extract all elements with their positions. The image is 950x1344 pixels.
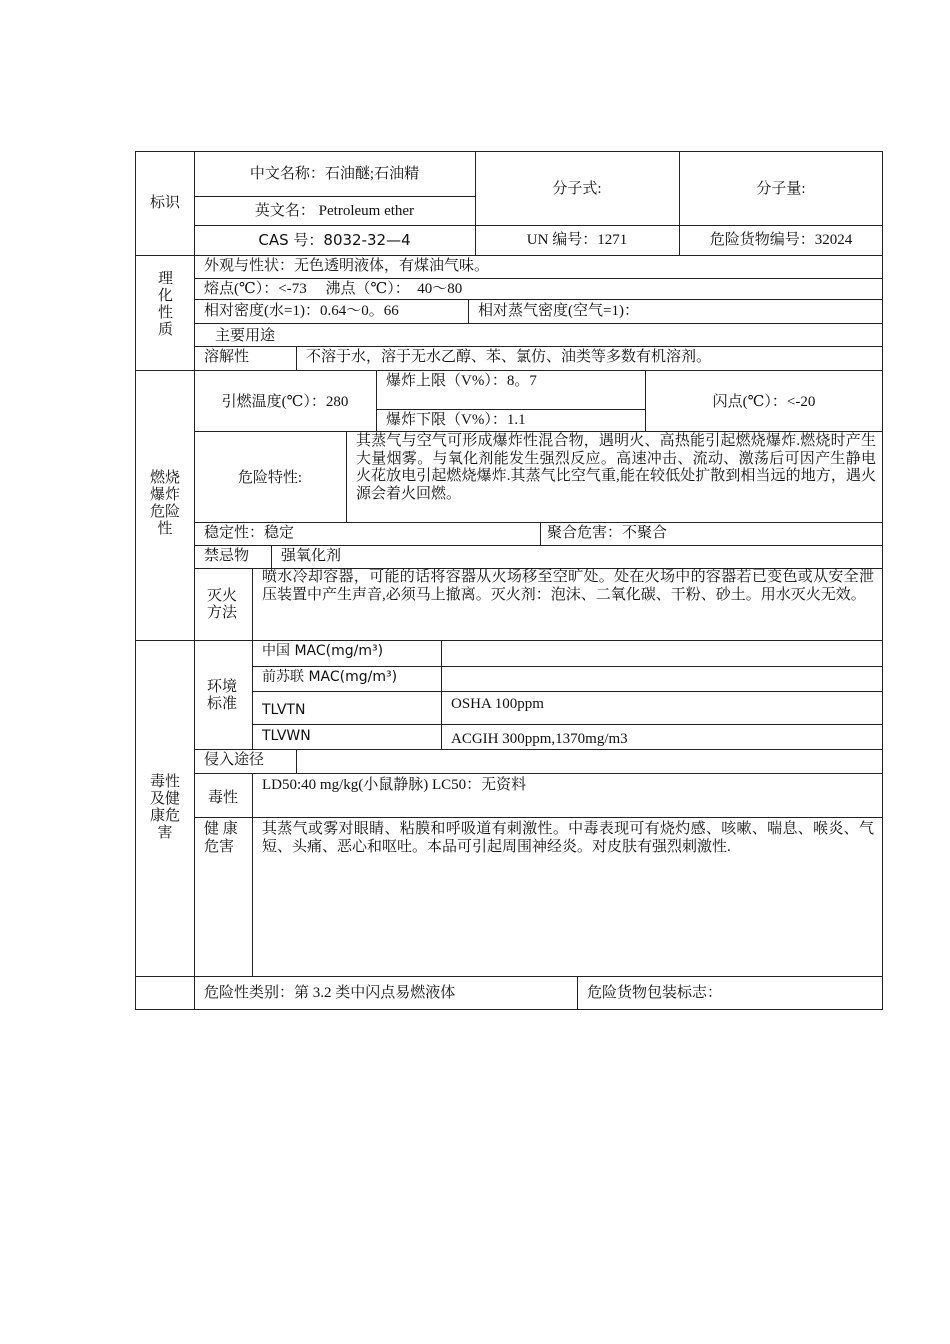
tlvtn-label: TLVTN <box>262 702 306 718</box>
incompatible-label: 禁忌物 <box>204 548 250 564</box>
molecular-weight: 分子量: <box>756 181 806 197</box>
solubility-value: 不溶于水，溶于无水乙醇、苯、氯仿、油类等多数有机溶剂。 <box>306 349 712 365</box>
toxicity-label: 毒性 <box>207 790 238 806</box>
ignition-temperature: 引燃温度(℃）：280 <box>221 394 349 410</box>
toxicity-value: LD50:40 mg/kg(小鼠静脉) LC50：无资料 <box>262 777 527 793</box>
route-of-entry-label: 侵入途径 <box>204 752 265 768</box>
flash-point: 闪点(℃）：<-20 <box>712 394 816 410</box>
main-use-label: 主要用途 <box>214 328 275 344</box>
polymerization-hazard: 聚合危害：不聚合 <box>547 525 668 541</box>
section-label-physchem <box>135 271 195 339</box>
melting-boiling-point: 熔点(℃）：<-73 沸点（℃）： 40～80 <box>204 281 463 297</box>
section-label-health-text: 毒性及健康危害 <box>150 774 181 841</box>
vapor-density: 相对蒸气密度(空气=1)： <box>478 303 639 319</box>
stability: 稳定性：稳定 <box>204 525 295 541</box>
extinguishing-text: 喷水冷却容器，可能的话将容器从火场移至空旷处。处在火场中的容器若已变色或从安全泄压装置中产生声音,必须马上撤离。灭火剂：泡沫、二氧化碳、干粉、砂土。用水灭火无效。 <box>262 569 874 603</box>
extinguishing-label <box>194 588 252 622</box>
package-mark: 危险货物包装标志： <box>587 985 723 1001</box>
section-label-identity: 标识 <box>149 195 180 211</box>
section-label-fire <box>135 470 195 538</box>
hazard-characteristics-label: 危险特性: <box>237 470 303 486</box>
chinese-name: 中文名称：石油醚;石油精 <box>249 166 420 182</box>
hazard-class: 危险性类别：第 3.2 类中闪点易燃液体 <box>204 985 456 1001</box>
cas-number: CAS 号：8032-32—4 <box>258 231 411 249</box>
acgih-value: ACGIH 300ppm,1370mg/m3 <box>451 731 628 747</box>
china-mac: 中国 MAC(mg/m³) <box>262 643 384 659</box>
un-number: UN 编号：1271 <box>526 232 628 248</box>
section-label-fire-text: 燃烧爆炸危险性 <box>150 470 181 537</box>
osha-value: OSHA 100ppm <box>451 696 544 712</box>
molecular-formula: 分子式: <box>552 181 602 197</box>
incompatible-value: 强氧化剂 <box>281 548 342 564</box>
english-name: 英文名： Petroleum ether <box>254 203 415 219</box>
extinguishing-label-text: 灭火方法 <box>207 588 238 621</box>
explosion-upper-limit: 爆炸上限（V%）：8。7 <box>386 373 537 389</box>
section-label-health <box>135 774 195 842</box>
section-label-physchem-text: 理化性质 <box>158 271 174 338</box>
health-hazard-text: 其蒸气或雾对眼睛、粘膜和呼吸道有刺激性。中毒表现可有烧灼感、咳嗽、喘息、喉炎、气短、头痛、恶心和呕吐。本品可引起周围神经炎。对皮肤有强烈刺激性. <box>262 821 874 855</box>
solubility-label: 溶解性 <box>204 349 250 365</box>
dangerous-goods-number: 危险货物编号：32024 <box>709 232 853 248</box>
explosion-lower-limit: 爆炸下限（V%）：1.1 <box>386 412 526 428</box>
health-hazard-label: 健 康 危害 <box>204 821 238 855</box>
ussr-mac: 前苏联 MAC(mg/m³) <box>262 669 398 685</box>
hazard-characteristics-text: 其蒸气与空气可形成爆炸性混合物，遇明火、高热能引起燃烧爆炸.燃烧时产生大量烟雾。与氧化剂能发生强烈反应。高速冲击、流动、激荡后可因产生静电火花放电引起燃烧爆炸.其蒸气比空气重,能在较低处扩散到相当远的地方，遇火源会着火回燃。 <box>356 433 876 502</box>
tlvwn-label: TLVWN <box>262 728 311 744</box>
appearance: 外观与性状：无色透明液体，有煤油气味。 <box>204 258 490 274</box>
environment-standard-label <box>194 679 252 713</box>
environment-standard-label-text: 环境标准 <box>207 679 238 712</box>
relative-density: 相对密度(水=1)：0.64～0。66 <box>204 303 399 319</box>
